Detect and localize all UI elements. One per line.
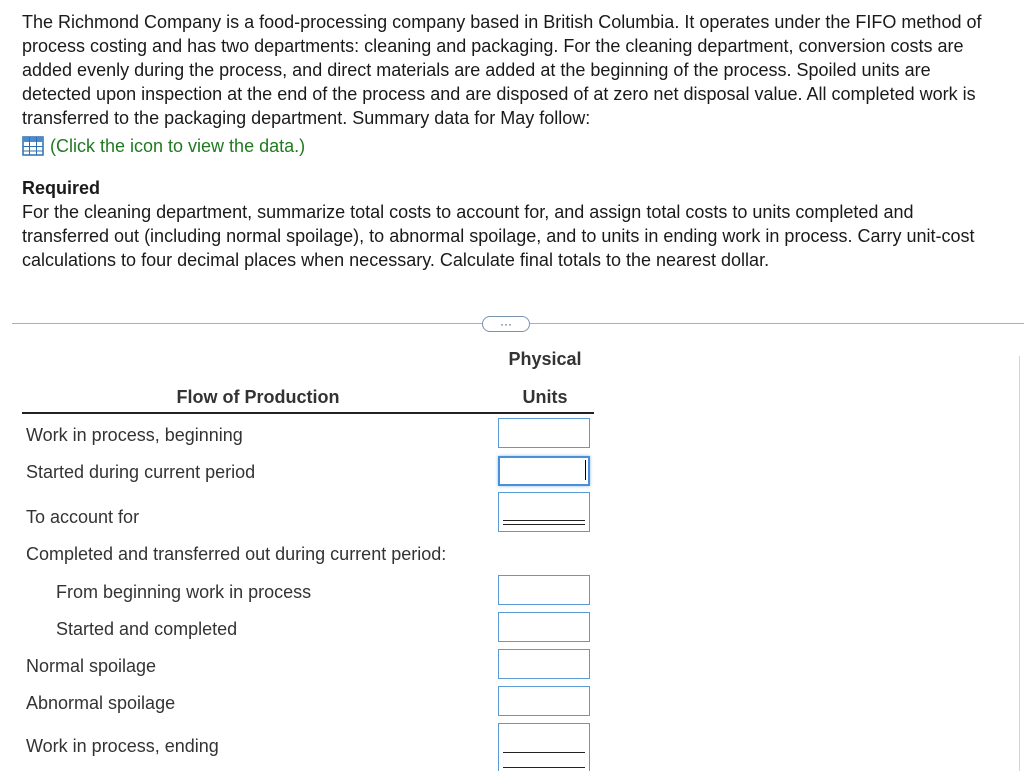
label-abnormal-spoilage: Abnormal spoilage <box>26 693 176 713</box>
input-wip-ending[interactable] <box>498 723 590 771</box>
total-underline <box>503 767 585 768</box>
label-from-beginning-wip: From beginning work in process <box>56 582 312 602</box>
problem-statement <box>22 10 997 272</box>
double-underline-bottom <box>503 524 585 525</box>
double-underline-top <box>503 520 585 521</box>
label-wip-ending: Work in process, ending <box>26 736 219 756</box>
expand-more-button[interactable]: ··· <box>482 316 530 332</box>
input-from-beginning-wip[interactable] <box>498 575 590 605</box>
header-flow-of-production: Flow of Production <box>176 387 340 407</box>
input-started[interactable] <box>498 456 590 486</box>
header-rule <box>22 412 594 414</box>
input-to-account-for[interactable] <box>498 492 590 532</box>
required-title: Required <box>22 178 101 198</box>
data-table-icon[interactable] <box>22 135 50 157</box>
required-text: For the cleaning department, summarize total costs to account for, and assign total costs to units completed and transferred out (including normal spoilage), to abnormal spoilage, and to units in ending work in process. Carry unit-cost calculations to four decimal places when necessary. Calculate final totals to the nearest dollar. <box>22 202 975 270</box>
header-physical: Physical <box>508 349 582 369</box>
label-normal-spoilage: Normal spoilage <box>26 656 157 676</box>
input-wip-beginning[interactable] <box>498 418 590 448</box>
label-wip-beginning: Work in process, beginning <box>26 425 243 445</box>
label-to-account-for: To account for <box>26 507 140 527</box>
input-abnormal-spoilage[interactable] <box>498 686 590 716</box>
problem-text: The Richmond Company is a food-processing company based in British Columbia. It operates under the FIFO method of process costing and has two departments: cleaning and packaging. For the cleaning department, conversion costs are added evenly during the process, and direct materials are added at the beginning of the process. Spoiled units are detected upon inspection at the end of the process and are disposed of at zero net disposal value. All completed work is transferred to the packaging department. Summary data for May follow: <box>22 12 982 128</box>
label-completed-header: Completed and transferred out during current period: <box>26 544 447 564</box>
label-started: Started during current period <box>26 462 256 482</box>
input-started-and-completed[interactable] <box>498 612 590 642</box>
required-section <box>22 176 997 272</box>
view-data-link[interactable] <box>22 134 997 158</box>
input-normal-spoilage[interactable] <box>498 649 590 679</box>
header-units: Units <box>522 387 568 407</box>
label-started-and-completed: Started and completed <box>56 619 238 639</box>
view-data-link-text[interactable]: (Click the icon to view the data.) <box>50 136 306 156</box>
scroll-edge <box>1019 356 1020 771</box>
text-caret <box>585 460 586 480</box>
single-underline <box>503 752 585 753</box>
